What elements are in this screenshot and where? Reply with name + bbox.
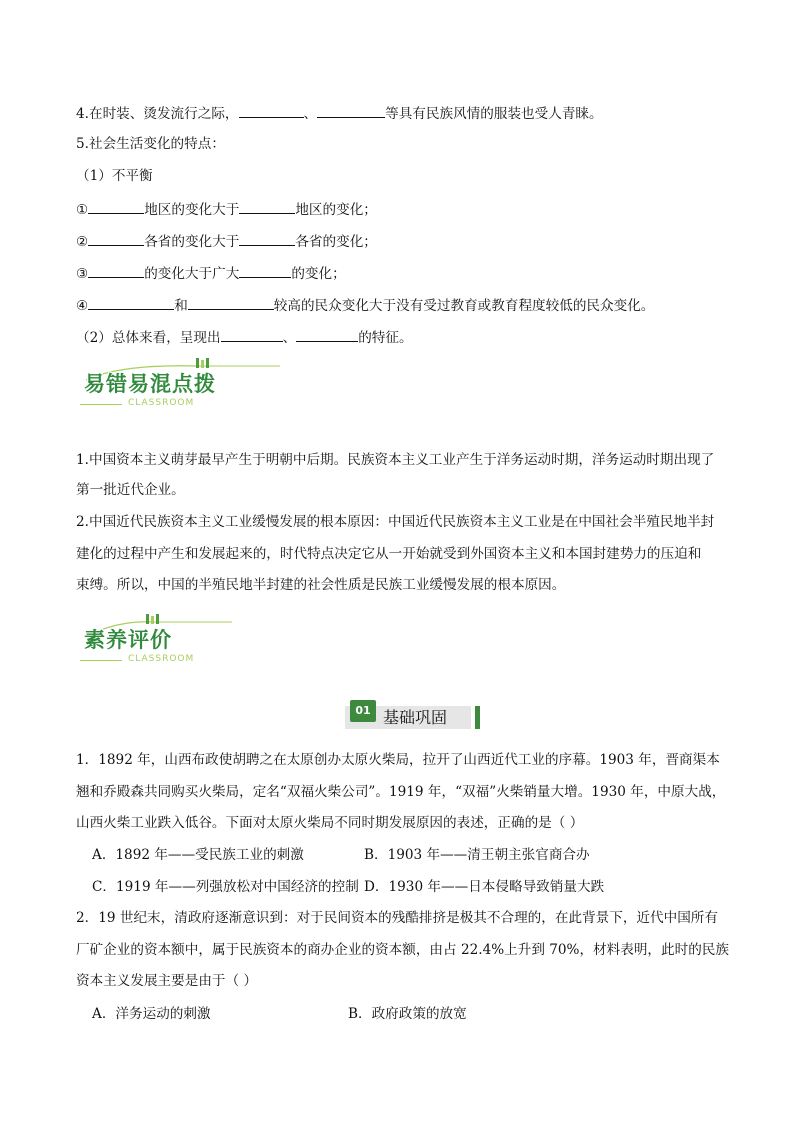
blank[interactable] bbox=[88, 230, 144, 246]
fill-row-2 bbox=[76, 230, 724, 252]
section-badge bbox=[343, 697, 481, 731]
blank[interactable] bbox=[296, 326, 358, 342]
blank[interactable] bbox=[88, 198, 144, 214]
question-1-line: 翘和乔殿森共同购买火柴局，定名“双福火柴公司”。1919 年，“双福”火柴销量大增。1930 年，中原大战， bbox=[76, 784, 726, 800]
section-subtitle: CLASSROOM bbox=[128, 398, 195, 408]
section-title: 易错易混点拨 bbox=[84, 372, 216, 396]
row-text: 地区的变化； bbox=[295, 202, 377, 218]
item4-prefix: 4.在时装、烫发流行之际， bbox=[76, 106, 239, 122]
badge-accent-bar bbox=[475, 706, 480, 729]
option-a[interactable]: A．1892 年——受民族工业的刺激 bbox=[92, 847, 304, 863]
note-line: 第一批近代企业。 bbox=[76, 482, 185, 498]
row-marker: ① bbox=[76, 202, 89, 218]
blank[interactable] bbox=[239, 262, 291, 278]
section-banner-evaluation bbox=[80, 612, 280, 672]
sub2-prefix: （2）总体来看，呈现出 bbox=[76, 330, 221, 346]
option-c[interactable]: C．1919 年——列强放松对中国经济的控制 bbox=[92, 879, 359, 895]
subheading-1: （1）不平衡 bbox=[76, 168, 153, 184]
item5-title: 5.社会生活变化的特点： bbox=[76, 136, 225, 152]
option-d[interactable]: D．1930 年——日本侵略导致销量大跌 bbox=[364, 879, 605, 895]
blank[interactable] bbox=[317, 102, 385, 118]
question-1-line: 1．1892 年，山西布政使胡聘之在太原创办太原火柴局，拉开了山西近代工业的序幕。1903 年，晋商渠本 bbox=[76, 752, 720, 768]
note-line: 1.中国资本主义萌芽最早产生于明朝中后期。民族资本主义工业产生于洋务运动时期，洋务运动时期出现了 bbox=[76, 452, 715, 468]
blank[interactable] bbox=[239, 198, 295, 214]
row-text: 较高的民众变化大于没有受过教育或教育程度较低的民众变化。 bbox=[273, 298, 655, 314]
question-2-line: 资本主义发展主要是由于（ ） bbox=[76, 973, 258, 989]
blank[interactable] bbox=[188, 294, 274, 310]
row-text: 各省的变化大于 bbox=[144, 234, 240, 250]
separator: 、 bbox=[303, 106, 318, 122]
row-text: 和 bbox=[174, 298, 188, 314]
sub2-suffix: 的特征。 bbox=[358, 330, 413, 346]
blank[interactable] bbox=[88, 262, 144, 278]
fill-row-1 bbox=[76, 198, 724, 220]
note-line: 建化的过程中产生和发展起来的，时代特点决定它从一开始就受到外国资本主义和本国封建势力的压迫和 bbox=[76, 546, 702, 562]
option-a[interactable]: A．洋务运动的刺激 bbox=[92, 1006, 211, 1022]
fill-row-3 bbox=[76, 262, 724, 284]
row-text: 的变化； bbox=[291, 266, 346, 282]
row-marker: ④ bbox=[76, 298, 89, 314]
badge-label: 基础巩固 bbox=[383, 708, 448, 727]
fill-item-4 bbox=[76, 102, 724, 124]
section-banner-errors bbox=[80, 356, 280, 416]
blank[interactable] bbox=[239, 102, 304, 118]
blank[interactable] bbox=[239, 230, 295, 246]
blank[interactable] bbox=[221, 326, 283, 342]
option-b[interactable]: B．1903 年——清王朝主张官商合办 bbox=[364, 847, 590, 863]
badge-number: 01 bbox=[350, 700, 376, 722]
section-title: 素养评价 bbox=[84, 628, 172, 652]
divider bbox=[80, 660, 122, 661]
note-line: 2.中国近代民族资本主义工业缓慢发展的根本原因：中国近代民族资本主义工业是在中国社会半殖民地半封 bbox=[76, 514, 715, 530]
blank[interactable] bbox=[88, 294, 174, 310]
row-text: 地区的变化大于 bbox=[144, 202, 240, 218]
question-2-line: 2．19 世纪末，清政府逐渐意识到：对于民间资本的残酷排挤是极其不合理的，在此背景下，近代中国所有 bbox=[76, 910, 718, 926]
question-1-line: 山西火柴工业跌入低谷。下面对太原火柴局不同时期发展原因的表述，正确的是（ ） bbox=[76, 815, 584, 831]
note-line: 束缚。所以，中国的半殖民地半封建的社会性质是民族工业缓慢发展的根本原因。 bbox=[76, 577, 566, 593]
row-text: 的变化大于广大 bbox=[144, 266, 240, 282]
item4-suffix: 等具有民族风情的服装也受人青睐。 bbox=[385, 106, 603, 122]
fill-row-4 bbox=[76, 294, 724, 316]
row-marker: ③ bbox=[76, 266, 89, 282]
separator: 、 bbox=[282, 330, 297, 346]
row-text: 各省的变化； bbox=[295, 234, 377, 250]
divider bbox=[80, 404, 122, 405]
subheading-2 bbox=[76, 326, 724, 348]
option-b[interactable]: B．政府政策的放宽 bbox=[348, 1006, 467, 1022]
section-subtitle: CLASSROOM bbox=[128, 654, 195, 664]
row-marker: ② bbox=[76, 234, 89, 250]
question-2-line: 厂矿企业的资本额中，属于民族资本的商办企业的资本额，由占 22.4%上升到 70%，材料表明，此时的民族 bbox=[76, 942, 729, 958]
